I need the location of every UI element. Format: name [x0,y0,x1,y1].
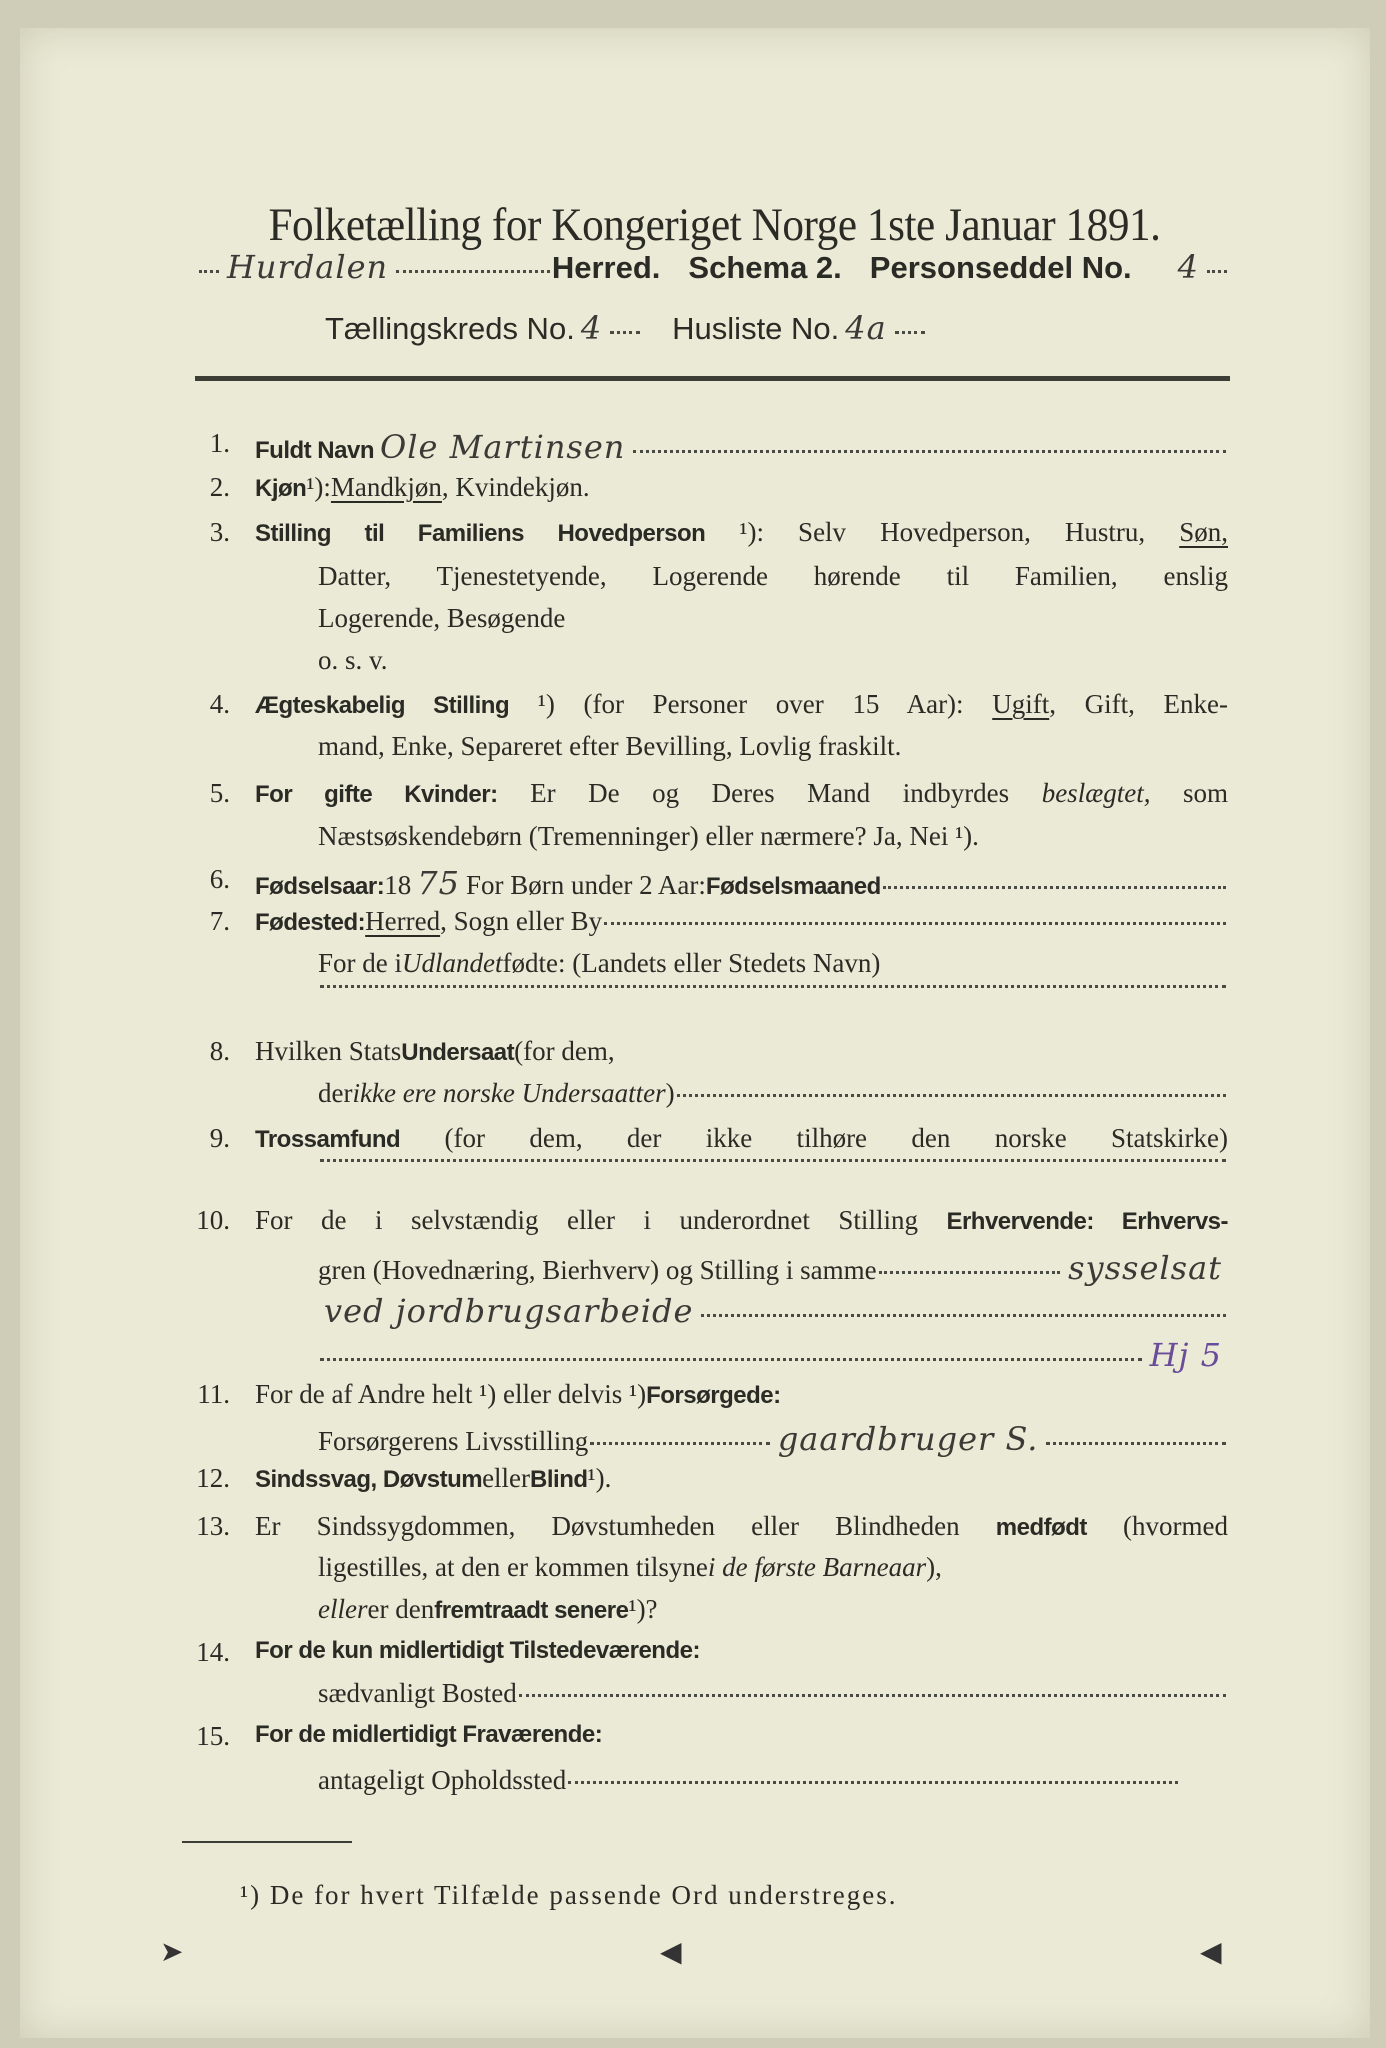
question-14-line [318,1678,1228,1714]
form-text: antageligt Opholdssted [318,1765,567,1795]
form-text: beslægtet, [1041,778,1151,808]
form-text: For de kun midlertidigt Tilstedeværende: [255,1637,700,1664]
form-text: fødte: (Landets eller Stedets Navn) [502,948,881,978]
form-text: medfødt [995,1514,1087,1541]
form-text: For de i selvstændig eller i underordnet Stilling [255,1205,947,1235]
dotted-leader [895,331,925,334]
question-7-line [255,906,1228,942]
dotted-leader [590,1442,770,1445]
form-text: Erhvervende: Erhvervs- [946,1208,1228,1235]
question-8-line [255,1036,1228,1072]
schema-label: Schema 2. [688,250,842,285]
dotted-leader [701,1314,1226,1317]
handwritten-answer: Hj 5 [1149,1336,1222,1374]
form-text: mand, Enke, Separeret efter Bevilling, Lovlig fraskilt. [318,731,902,761]
dotted-leader [568,1781,1178,1784]
question-number: 13. [196,1511,230,1541]
form-text: ¹): [306,472,331,502]
form-text: (hvormed [1086,1511,1229,1541]
header-rule [195,376,1230,381]
question-3-line [318,561,1228,597]
personseddel-value: 4 [1177,248,1199,286]
question-number: 9. [209,1123,230,1153]
form-text: gren (Hovednæring, Bierhverv) og Stilling i samme [318,1255,877,1285]
question-number: 8. [209,1036,230,1066]
question-number: 3. [209,517,230,547]
herred-line [197,248,1229,284]
dotted-leader [519,1694,1226,1697]
form-text: , Sogn eller By [440,906,603,936]
form-text: eller [318,1594,368,1624]
question-15-line [318,1765,1180,1801]
dotted-leader [396,270,550,273]
form-text: Næstsøskendebørn (Tremenninger) eller nærmere? Ja, Nei ¹). [318,821,979,851]
dotted-leader [320,1159,1226,1162]
form-text: fremtraadt senere [434,1597,629,1624]
form-text: For Børn under 2 Aar: [465,870,706,900]
question-15-line [255,1721,1228,1757]
question-13-line [318,1552,1228,1588]
question-number: 4. [209,689,230,719]
form-text: Datter, Tjenestetyende, Logerende hørende til Familien, enslig [318,561,1228,591]
question-10-line [318,1336,1228,1372]
form-text: Blind [530,1466,588,1493]
form-text: ligestilles, at den er kommen tilsyne [318,1552,708,1582]
dotted-leader [320,985,1226,988]
form-text: 18 [384,870,412,900]
form-text: Undersaat [401,1039,515,1066]
kreds-value: 4 [580,309,603,347]
question-2-line [255,472,1228,508]
question-number: 11. [197,1379,230,1409]
registration-mark: ◀ [660,1937,682,1968]
question-9-line [318,1164,1228,1200]
form-text: Er De og Deres Mand indbyrdes [497,778,1042,808]
question-5-line [318,821,1228,857]
dotted-leader [320,1358,1142,1361]
form-text: Fødselsaar: [255,873,385,900]
question-5-line [255,778,1228,814]
dotted-leader [610,331,640,334]
form-text: For gifte Kvinder: [255,781,498,808]
question-number: 12. [196,1463,230,1493]
form-text: Sindssvag, Døvstum [255,1466,483,1493]
form-text: Forsørgerens Livsstilling [318,1426,589,1456]
question-6-line [255,864,1228,900]
form-text: der [318,1078,353,1108]
kreds-label: Tællingskreds No. [325,311,575,346]
form-text: Stilling til Familiens Hovedperson [255,520,706,547]
form-text: Fødested: [255,909,366,936]
question-number: 10. [196,1205,230,1235]
form-text: som [1150,778,1228,808]
handwritten-answer: gaardbruger S. [777,1420,1039,1458]
dotted-leader [1046,1442,1226,1445]
form-text: o. s. v. [318,645,388,675]
dotted-leader [879,1271,1060,1274]
form-text: eller [482,1463,531,1493]
dotted-leader [883,886,1226,889]
census-form-page [20,28,1370,2038]
question-10-line [318,1292,1228,1328]
dotted-leader [633,450,1226,453]
form-text: ), [926,1552,942,1582]
handwritten-answer: Ole Martinsen [380,428,626,466]
question-number: 1. [209,428,230,458]
form-text: Hvilken Stats [255,1036,402,1066]
husliste-value: 4a [845,309,887,347]
question-3-line [255,517,1228,553]
question-7-line [318,990,1228,1026]
form-text: ) [665,1078,675,1108]
question-7-line [318,948,1228,984]
question-11-line [255,1379,1228,1415]
form-text: For de af Andre helt ¹) eller delvis ¹) [255,1379,647,1409]
dotted-leader [1207,270,1227,273]
form-text: Fuldt Navn [255,437,374,464]
dotted-leader [604,922,1226,925]
form-text: Fødselsmaaned [705,873,881,900]
form-text: ¹). [587,1463,612,1493]
dotted-leader [199,270,219,273]
personseddel-label: Personseddel No. [869,250,1132,285]
form-text: (for dem, [514,1036,615,1066]
form-text: ikke ere norske Undersaatter [352,1078,666,1108]
question-4-line [255,689,1228,725]
form-text: Logerende, Besøgende [318,603,566,633]
form-text: Er Sindssygdommen, Døvstumheden eller Blindheden [255,1511,996,1541]
form-text: For de i [318,948,402,978]
registration-mark: ◀ [1200,1937,1222,1968]
handwritten-answer: ved jordbrugsarbeide [324,1292,694,1330]
question-number: 14. [196,1637,230,1667]
form-text: i de første Barneaar [707,1552,927,1582]
underlined-option: Søn, [1179,517,1228,547]
form-text: Kjøn [255,475,307,502]
question-number: 2. [209,472,230,502]
footnote-rule [182,1841,352,1843]
question-9-line [255,1123,1228,1159]
dotted-leader [677,1094,1226,1097]
question-13-line [318,1594,1228,1630]
question-11-line [318,1420,1228,1456]
registration-mark: ➤ [160,1937,184,1968]
question-8-line [318,1078,1228,1114]
form-title: Folketælling for Kongeriget Norge 1ste Januar 1891. [268,199,1161,251]
question-number: 7. [209,906,230,936]
form-text: ¹) (for Personer over 15 Aar): [509,689,993,719]
underlined-option: Ugift [992,689,1050,719]
question-number: 5. [209,778,230,808]
form-text: For de midlertidigt Fraværende: [255,1721,603,1748]
herred-value: Hurdalen [227,248,389,286]
form-text: ¹)? [628,1594,658,1624]
question-13-line [255,1511,1228,1547]
question-14-line [255,1637,1228,1673]
form-text: ¹): Selv Hovedperson, Hustru, [705,517,1180,547]
form-text: Forsørgede: [646,1382,781,1409]
question-number: 15. [196,1721,230,1751]
form-text: sædvanligt Bosted [318,1678,517,1708]
form-text: , Gift, Enke- [1049,689,1228,719]
form-text: Ægteskabelig Stilling [255,692,510,719]
question-10-line [318,1249,1228,1285]
herred-label: Herred. [551,250,661,285]
question-3-line [318,645,1228,681]
form-text: er den [367,1594,435,1624]
underlined-option: Mandkjøn [330,472,442,502]
husliste-label: Husliste No. [672,311,840,346]
form-text: (for dem, der ikke tilhøre den norske Statskirke) [400,1123,1228,1153]
form-text: Udlandet [402,948,503,978]
footnote: ¹) De for hvert Tilfælde passende Ord understreges. [240,1880,898,1910]
question-3-line [318,603,1228,639]
kreds-line [325,309,1085,345]
question-10-line [255,1205,1228,1241]
question-12-line [255,1463,1228,1499]
question-number: 6. [209,864,230,894]
handwritten-answer: 75 [417,864,460,902]
question-4-line [318,731,1228,767]
form-text: , Kvindekjøn. [441,472,590,502]
form-text: Trossamfund [255,1126,401,1153]
question-1-line [255,428,1228,464]
underlined-option: Herred [365,906,441,936]
handwritten-answer: sysselsat [1068,1249,1222,1287]
